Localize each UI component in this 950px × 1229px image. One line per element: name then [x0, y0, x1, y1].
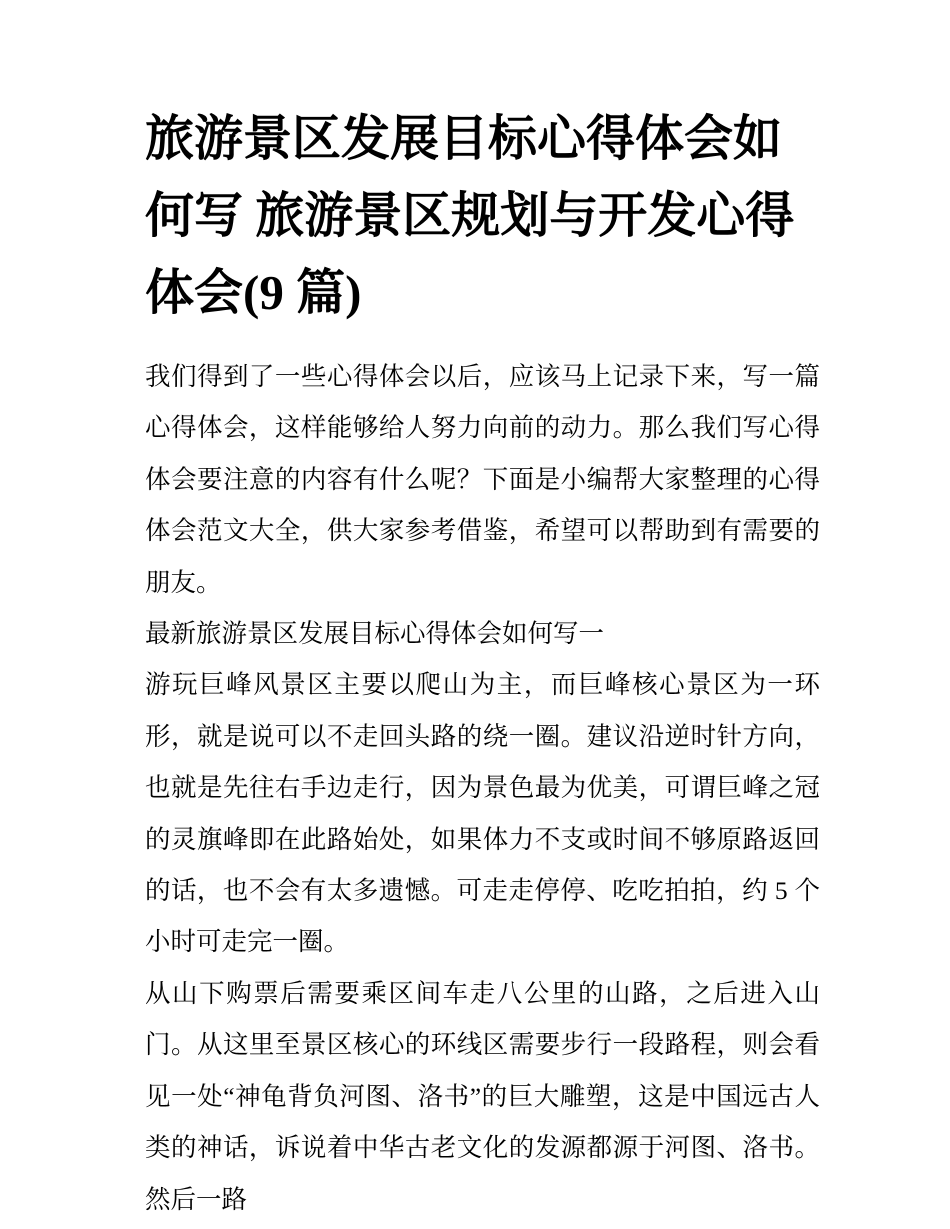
- paragraph-subheading: 最新旅游景区发展目标心得体会如何写一: [145, 619, 605, 649]
- paragraph-jufeng-scenic-area: 游玩巨峰风景区主要以爬山为主，而巨峰核心景区为一环形，就是说可以不走回头路的绕一圈。建议沿逆时针方向，也就是先往右手边走行，因为景色最为优美，可谓巨峰之冠的灵旗峰即在此路始处，如果体力不支或时间不够原路返回的话，也不会有太多遗憾。可走走停停、吃吃拍拍，约 5 个小时可走完一圈。: [145, 670, 820, 957]
- paragraph-intro: 我们得到了一些心得体会以后，应该马上记录下来，写一篇心得体会，这样能够给人努力向前的动力。那么我们写心得体会要注意的内容有什么呢？下面是小编帮大家整理的心得体会范文大全，供大家参考借鉴，希望可以帮助到有需要的朋友。: [145, 362, 820, 597]
- document-title: 旅游景区发展目标心得体会如何写 旅游景区规划与开发心得体会(9 篇): [145, 111, 795, 320]
- paragraph-mountain-gate: 从山下购票后需要乘区间车走八公里的山路，之后进入山门。从这里至景区核心的环线区需要步行一段路程，则会看见一处“神龟背负河图、洛书”的巨大雕塑，这是中国远古人类的神话，诉说着中华古老文化的发源都源于河图、洛书。然后一路: [145, 978, 820, 1214]
